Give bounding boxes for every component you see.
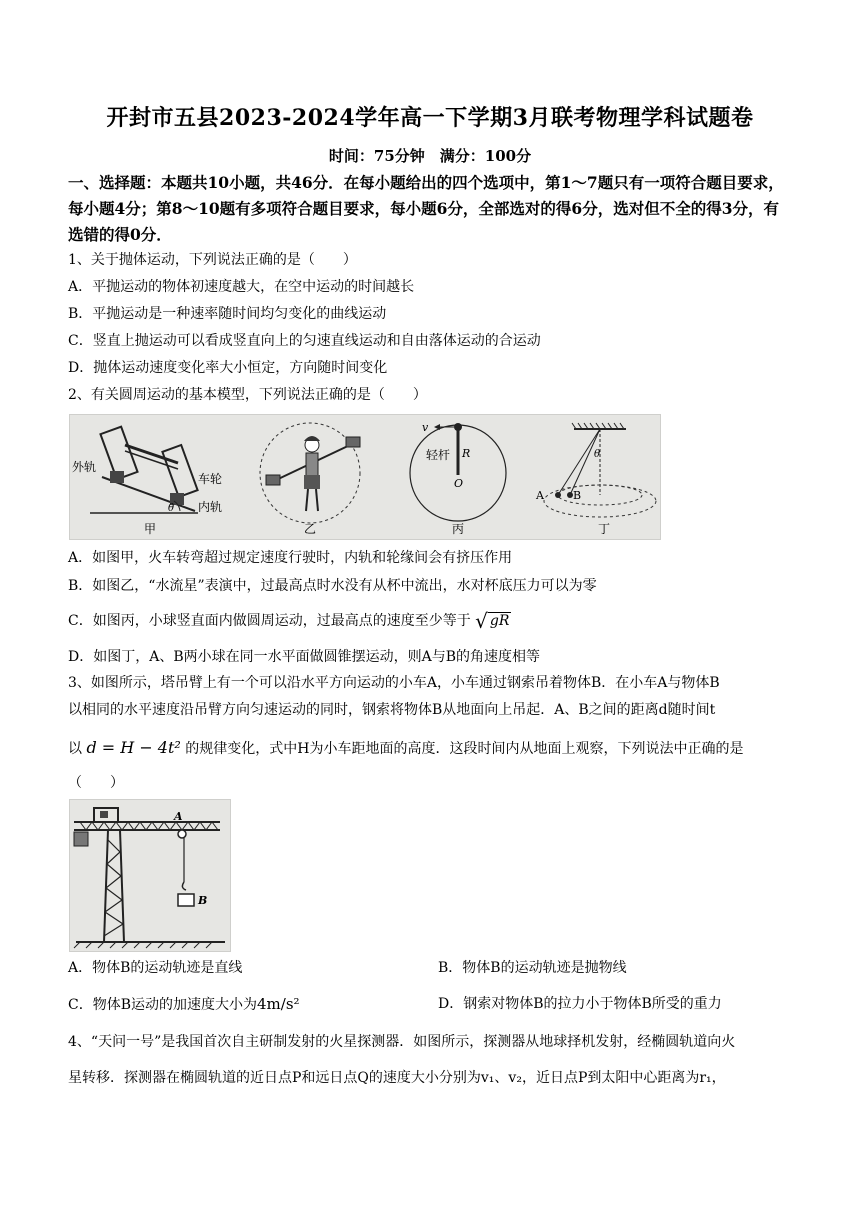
q3-stem-line1: 3、如图所示，塔吊臂上有一个可以沿水平方向运动的小车A，小车通过钢索吊着物体B．在小车A与物体B [68,675,720,691]
q3-option-d: D．钢索对物体B的拉力小于物体B所受的重力 [438,996,722,1012]
q4-stem-line2: 星转移．探测器在椭圆轨道的近日点P和远日点Q的速度大小分别为v₁、v₂，近日点P到太阳中心距离为r₁， [68,1070,726,1086]
q3-stem-rest: 的规律变化，式中H为小车距地面的高度．这段时间内从地面上观察，下列说法中正确的是 [185,741,744,757]
object-b-label: B [198,894,208,907]
q3-option-a: A．物体B的运动轨迹是直线 [68,960,243,976]
q1-option-d: D．抛体运动速度变化率大小恒定，方向随时间变化 [68,360,388,376]
q3-formula: d = H − 4t² [86,738,181,757]
q2-option-d: D．如图丁，A、B两小球在同一水平面做圆锥摆运动，则A与B的角速度相等 [68,649,541,665]
ball-a-label: A [536,489,544,502]
q3-option-c-value: 4m/s² [257,995,300,1013]
circular-motion-models-figure [70,415,660,539]
q2-option-a: A．如图甲，火车转弯超过规定速度行驶时，内轨和轮缘间会有挤压作用 [68,550,513,566]
q3-crane-figure [69,799,231,952]
q2-option-c-text: C．如图丙，小球竖直面内做圆周运动，过最高点的速度至少等于 [68,613,471,629]
conical-pendulum-diagram [535,423,656,536]
center-label: O [454,477,464,490]
q3-options-row1 [68,958,798,978]
fig-bing-label: 丙 [452,522,465,536]
q3-option-c-text: C．物体B运动的加速度大小为 [68,997,257,1013]
sqrt-sign: √ [475,609,488,633]
outer-rail-label: 外轨 [72,460,97,474]
velocity-label: v [422,421,429,434]
q3-option-b: B．物体B的运动轨迹是抛物线 [438,960,627,976]
exam-time-score: 时间：75分钟 满分：100分 [328,147,532,165]
q2-stem: 2、有关圆周运动的基本模型，下列说法正确的是（ ） [68,387,427,403]
section-instructions: 一、选择题：本题共10小题，共46分．在每小题给出的四个选项中，第1～7题只有一项符合题目要求，每小题4分；第8～10题有多项符合题目要求，每小题6分，全部选对的得6分，选对但不全的得3分，有选错的得0分． [68,173,784,244]
q2-option-b: B．如图乙，“水流星”表演中，过最高点时水没有从杯中流出，水对杯底压力可以为零 [68,578,597,594]
cone-angle-label: θ [594,449,601,460]
rod-vertical-circle-diagram [410,421,506,536]
q1-stem: 1、关于抛体运动，下列说法正确的是（ ） [68,252,357,268]
light-rod-label: 轻杆 [426,448,451,462]
q3-options-row2 [68,994,798,1015]
train-banked-track-diagram [72,427,222,536]
q1-option-a: A．平抛运动的物体初速度越大，在空中运动的时间越长 [68,279,415,295]
q3-stem-line3 [68,738,798,759]
fig-yi-label: 乙 [304,522,317,536]
tower-crane-diagram [70,800,230,951]
ball-b-label: B [573,489,582,502]
fig-jia-label: 甲 [144,522,157,536]
q3-answer-paren: （ ） [68,775,124,791]
q1-option-c: C．竖直上抛运动可以看成竖直向上的匀速直线运动和自由落体运动的合运动 [68,333,541,349]
q3-stem-line2: 以相同的水平速度沿吊臂方向匀速运动的同时，钢索将物体B从地面向上吊起．A、B之间的距离d随时间t [68,702,716,718]
q4-stem-line1: 4、“天问一号”是我国首次自主研制发射的火星探测器．如图所示，探测器从地球择机发射，经椭圆轨道向火 [68,1034,736,1050]
water-meteor-diagram [260,423,360,536]
q3-prefix: 以 [68,741,82,757]
wheel-label: 车轮 [198,472,223,486]
radius-label: R [462,447,471,460]
q2-figure [69,414,661,540]
sqrt-radicand: gR [489,613,510,629]
page-title: 开封市五县2023-2024学年高一下学期3月联考物理学科试题卷 [106,105,754,131]
inner-rail-label: 内轨 [198,500,223,514]
trolley-a-label: A [174,810,183,823]
theta-label: θ [168,503,175,514]
q1-option-b: B．平抛运动是一种速率随时间均匀变化的曲线运动 [68,306,387,322]
fig-ding-label: 丁 [598,522,611,536]
q2-option-c [68,611,798,631]
